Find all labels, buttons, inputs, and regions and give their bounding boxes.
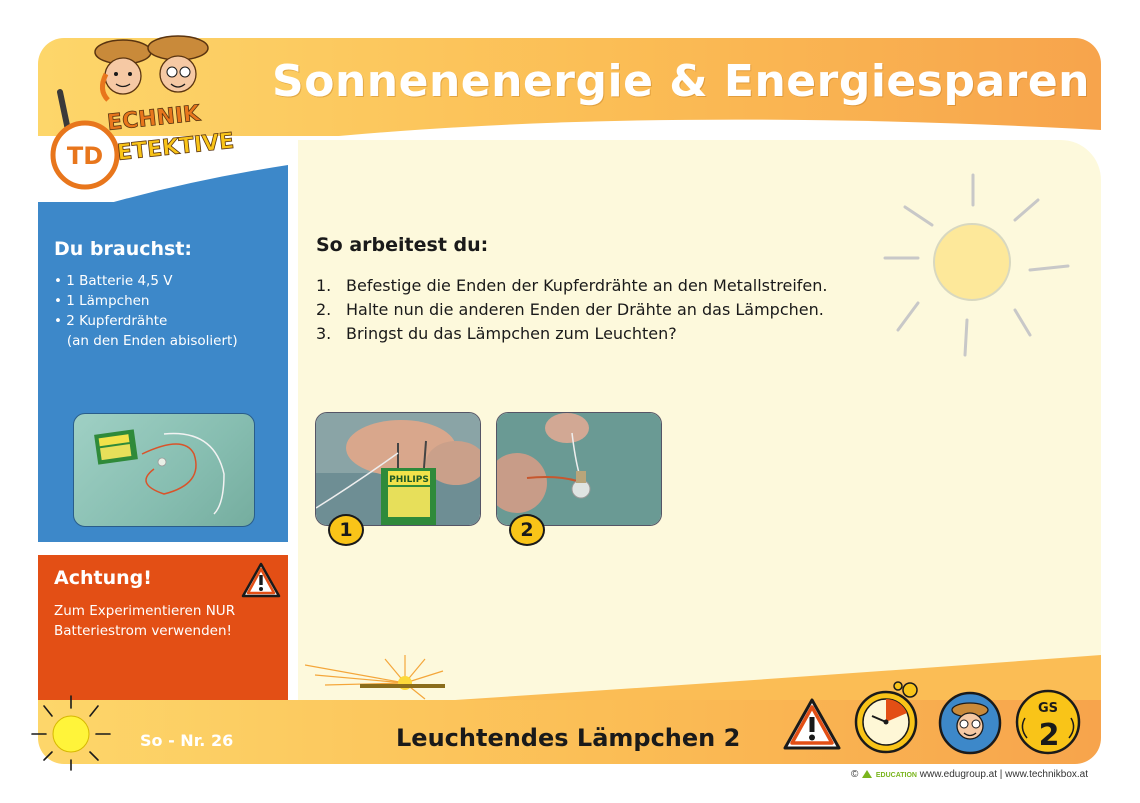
- steps-heading: So arbeitest du:: [316, 234, 489, 256]
- technik-detektive-logo: [38, 30, 263, 200]
- warning-heading: Achtung!: [54, 567, 152, 589]
- materials-image: [74, 414, 254, 526]
- logo-initials: TD: [66, 142, 104, 170]
- step-photo-1: [315, 412, 481, 526]
- materials-item: • 1 Lämpchen: [54, 293, 150, 309]
- stopwatch-icon: [850, 680, 930, 754]
- step-badge: 2: [509, 514, 545, 546]
- logo-text-line2: ETEKTIVE: [116, 128, 236, 166]
- step-number: 3.: [316, 324, 332, 343]
- sun-illustration-icon: [880, 170, 1080, 360]
- copyright-symbol: ©: [850, 769, 859, 780]
- step-badge: 1: [328, 514, 364, 546]
- grade-badge-icon: [1013, 688, 1083, 756]
- step-item: [316, 324, 677, 343]
- footer-warning-icon: [783, 698, 841, 750]
- grade-badge-number: 2: [1038, 718, 1060, 753]
- solar-rays-decoration-icon: [305, 655, 445, 701]
- step-text: Befestige die Enden der Kupferdrähte an den Metallstreifen.: [346, 276, 828, 295]
- warning-text: Zum Experimentieren NUR: [54, 603, 236, 619]
- page-title: Sonnenenergie & Energiesparen: [272, 56, 1090, 107]
- sheet-number: So - Nr. 26: [140, 731, 234, 750]
- footer-links[interactable]: www.edugroup.at | www.technikbox.at: [919, 769, 1088, 780]
- step-photo-2: [496, 412, 662, 526]
- step-number: 2.: [316, 300, 332, 319]
- materials-item: • 1 Batterie 4,5 V: [54, 273, 173, 289]
- copyright-line: [851, 769, 1088, 780]
- materials-item: • 2 Kupferdrähte: [54, 313, 168, 329]
- logo-text-line1: ECHNIK: [106, 101, 202, 136]
- detective-face-icon: [937, 690, 1003, 756]
- warning-triangle-icon: [241, 562, 281, 598]
- battery-label: PHILIPS: [389, 475, 429, 485]
- edu-group-logo-icon: [861, 769, 873, 779]
- footer-sun-icon: [30, 694, 112, 772]
- grade-badge-top: GS: [1037, 701, 1059, 716]
- edu-brand: EDUCATION: [875, 772, 917, 779]
- step-number: 1.: [316, 276, 332, 295]
- bulb-wire-image: [497, 413, 661, 525]
- warning-text: Batteriestrom verwenden!: [54, 623, 232, 639]
- battery-hands-image: [316, 413, 480, 525]
- sheet-title: Leuchtendes Lämpchen 2: [396, 724, 741, 752]
- step-text: Halte nun die anderen Enden der Drähte an das Lämpchen.: [346, 300, 824, 319]
- step-item: [316, 300, 824, 319]
- step-text: Bringst du das Lämpchen zum Leuchten?: [346, 324, 677, 343]
- materials-item: (an den Enden abisoliert): [54, 333, 238, 349]
- materials-photo: [73, 413, 255, 527]
- step-item: [316, 276, 827, 295]
- materials-heading: Du brauchst:: [54, 238, 193, 260]
